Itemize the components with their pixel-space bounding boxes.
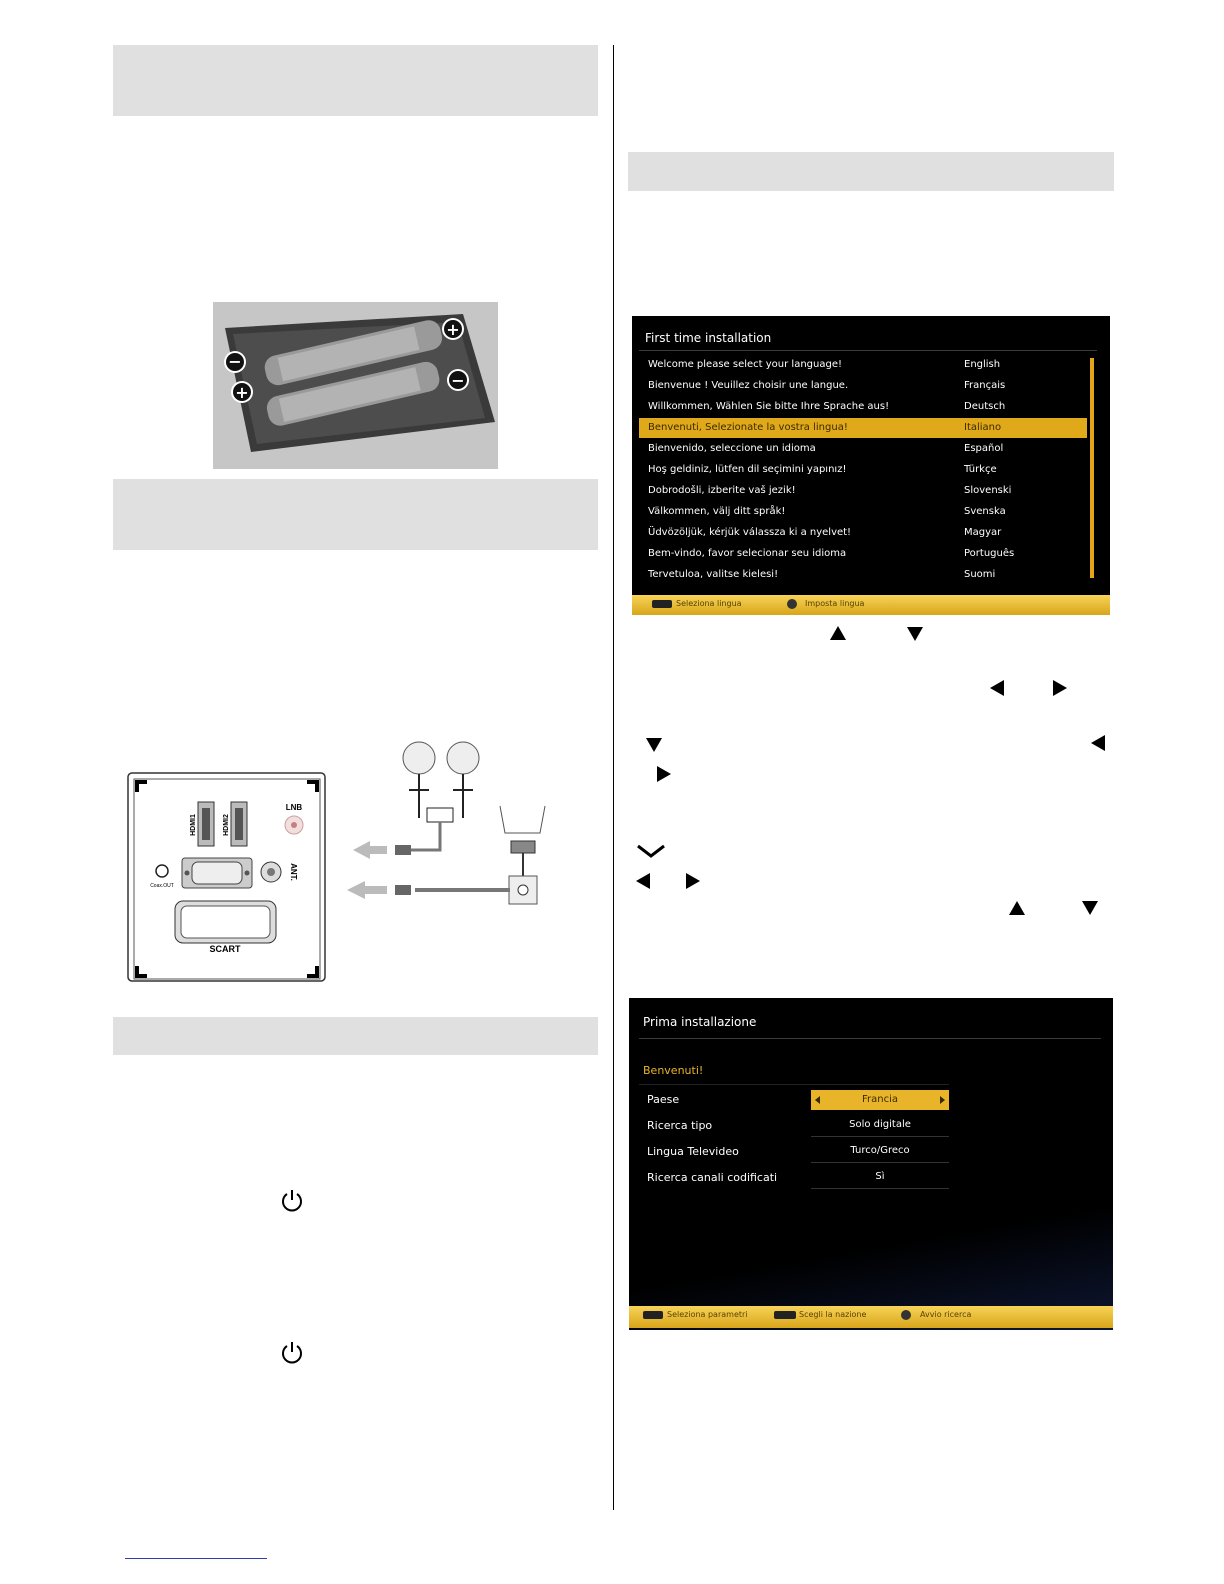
left-arrow-icon-3 bbox=[636, 873, 650, 889]
language-row[interactable] bbox=[639, 418, 1087, 438]
language-name: English bbox=[964, 359, 1001, 370]
language-row[interactable] bbox=[639, 481, 1087, 501]
footer-start-label: Avvio ricerca bbox=[920, 1310, 972, 1319]
right-arrow-icon bbox=[1053, 680, 1067, 696]
language-row[interactable] bbox=[639, 544, 1087, 564]
setting-label: Lingua Televideo bbox=[647, 1145, 739, 1158]
setting-value: Sì bbox=[875, 1171, 885, 1182]
language-welcome-text: Bienvenido, seleccione un idioma bbox=[648, 443, 816, 454]
title-rule bbox=[639, 350, 1097, 351]
language-name: Español bbox=[964, 443, 1004, 454]
right-arrow-icon-3 bbox=[686, 873, 700, 889]
setting-value: Francia bbox=[811, 1090, 949, 1110]
first-installation-screen bbox=[629, 998, 1113, 1330]
language-welcome-text: Dobrodošli, izberite vaš jezik! bbox=[648, 485, 796, 496]
setting-value: Solo digitale bbox=[849, 1119, 911, 1130]
screen-title: First time installation bbox=[645, 331, 772, 345]
section-header-band-3 bbox=[113, 1017, 598, 1055]
setting-value-field[interactable] bbox=[811, 1142, 949, 1162]
language-name: Türkçe bbox=[964, 464, 997, 475]
coax-out-label: Coax.OUT bbox=[150, 883, 174, 889]
language-name: Italiano bbox=[964, 422, 1002, 433]
right-arrow-icon-2 bbox=[657, 766, 671, 782]
footer-country-label: Scegli la nazione bbox=[799, 1310, 867, 1319]
hdmi2-label: HDMI2 bbox=[223, 814, 230, 836]
up-arrow-icon bbox=[830, 626, 846, 640]
ok-key-icon bbox=[901, 1310, 911, 1320]
language-welcome-text: Bienvenue ! Veuillez choisir une langue. bbox=[648, 380, 849, 391]
language-screen-footer bbox=[632, 595, 1110, 615]
welcome-heading: Benvenuti! bbox=[643, 1064, 704, 1077]
setting-value-field[interactable] bbox=[811, 1116, 949, 1136]
battery-compartment-photo bbox=[213, 302, 498, 469]
language-name: Français bbox=[964, 380, 1006, 391]
setting-underline bbox=[811, 1136, 949, 1137]
section-header-band-2 bbox=[113, 479, 598, 550]
language-row[interactable] bbox=[639, 565, 1087, 585]
standby-power-icon-2 bbox=[280, 1340, 304, 1366]
language-row[interactable] bbox=[639, 523, 1087, 543]
setting-value: Turco/Greco bbox=[850, 1145, 910, 1156]
language-row[interactable] bbox=[639, 397, 1087, 417]
scart-label: SCART bbox=[209, 944, 241, 954]
language-row[interactable] bbox=[639, 502, 1087, 522]
language-row[interactable] bbox=[639, 460, 1087, 480]
language-welcome-text: Benvenuti, Selezionate la vostra lingua! bbox=[648, 422, 848, 433]
language-name: Português bbox=[964, 548, 1015, 559]
left-right-key-icon bbox=[774, 1311, 796, 1319]
ok-key-icon bbox=[787, 599, 797, 609]
setting-label: Ricerca tipo bbox=[647, 1119, 713, 1132]
right-arrow-icon[interactable] bbox=[940, 1096, 945, 1104]
footer-select-label: Seleziona lingua bbox=[676, 599, 742, 608]
language-welcome-text: Hoş geldiniz, lütfen dil seçimini yapınız! bbox=[648, 464, 847, 475]
footer-link-underline bbox=[125, 1558, 267, 1559]
down-arrow-icon bbox=[907, 627, 923, 641]
footer-set-label: Imposta lingua bbox=[805, 599, 865, 608]
setting-value-field[interactable] bbox=[811, 1168, 949, 1188]
up-arrow-icon-2 bbox=[1009, 901, 1025, 915]
ant-label: ANT. bbox=[289, 863, 298, 881]
plus-sign-left: + bbox=[235, 383, 249, 402]
language-row[interactable] bbox=[639, 439, 1087, 459]
section-header-band-1 bbox=[113, 45, 598, 116]
list-scrollbar[interactable] bbox=[1090, 358, 1094, 578]
setup-title-rule bbox=[639, 1038, 1101, 1039]
language-name: Magyar bbox=[964, 527, 1002, 538]
standby-power-icon bbox=[280, 1188, 304, 1214]
up-down-key-icon bbox=[643, 1311, 663, 1319]
left-arrow-icon[interactable] bbox=[815, 1096, 820, 1104]
setup-screen-footer bbox=[629, 1306, 1113, 1328]
footer-select-params-label: Seleziona parametri bbox=[667, 1310, 748, 1319]
setting-underline bbox=[811, 1188, 949, 1189]
language-name: Deutsch bbox=[964, 401, 1006, 412]
section-header-band-4 bbox=[628, 152, 1114, 191]
setting-label: Ricerca canali codificati bbox=[647, 1171, 778, 1184]
column-divider bbox=[613, 45, 614, 1510]
minus-sign-right: − bbox=[451, 371, 465, 390]
language-row[interactable] bbox=[639, 355, 1087, 375]
minus-sign-left: − bbox=[228, 352, 242, 371]
left-arrow-icon-2 bbox=[1091, 735, 1105, 751]
language-selection-screen bbox=[632, 316, 1110, 615]
chevron-down-icon bbox=[636, 843, 666, 859]
language-welcome-text: Üdvözöljük, kérjük válassza ki a nyelvet! bbox=[648, 527, 852, 538]
language-welcome-text: Bem-vindo, favor selecionar seu idioma bbox=[648, 548, 847, 559]
left-arrow-icon bbox=[990, 680, 1004, 696]
welcome-rule bbox=[639, 1084, 949, 1085]
up-down-key-icon bbox=[652, 600, 672, 608]
plus-sign-right: + bbox=[446, 320, 460, 339]
language-name: Slovenski bbox=[964, 485, 1012, 496]
setting-label: Paese bbox=[647, 1093, 680, 1106]
language-name: Svenska bbox=[964, 506, 1006, 517]
rear-panel-connection-diagram bbox=[125, 738, 555, 983]
down-arrow-icon-3 bbox=[1082, 901, 1098, 915]
language-row[interactable] bbox=[639, 376, 1087, 396]
country-selector[interactable] bbox=[811, 1090, 949, 1110]
setting-underline bbox=[811, 1162, 949, 1163]
hdmi1-label: HDMI1 bbox=[190, 814, 197, 836]
language-welcome-text: Tervetuloa, valitse kielesi! bbox=[648, 569, 779, 580]
lnb-label: LNB bbox=[285, 803, 303, 812]
language-welcome-text: Välkommen, välj ditt språk! bbox=[648, 506, 786, 517]
language-name: Suomi bbox=[964, 569, 996, 580]
language-welcome-text: Willkommen, Wählen Sie bitte Ihre Sprache aus! bbox=[648, 401, 890, 412]
down-arrow-icon-2 bbox=[646, 738, 662, 752]
language-welcome-text: Welcome please select your language! bbox=[648, 359, 842, 370]
setup-screen-title: Prima installazione bbox=[643, 1015, 757, 1029]
